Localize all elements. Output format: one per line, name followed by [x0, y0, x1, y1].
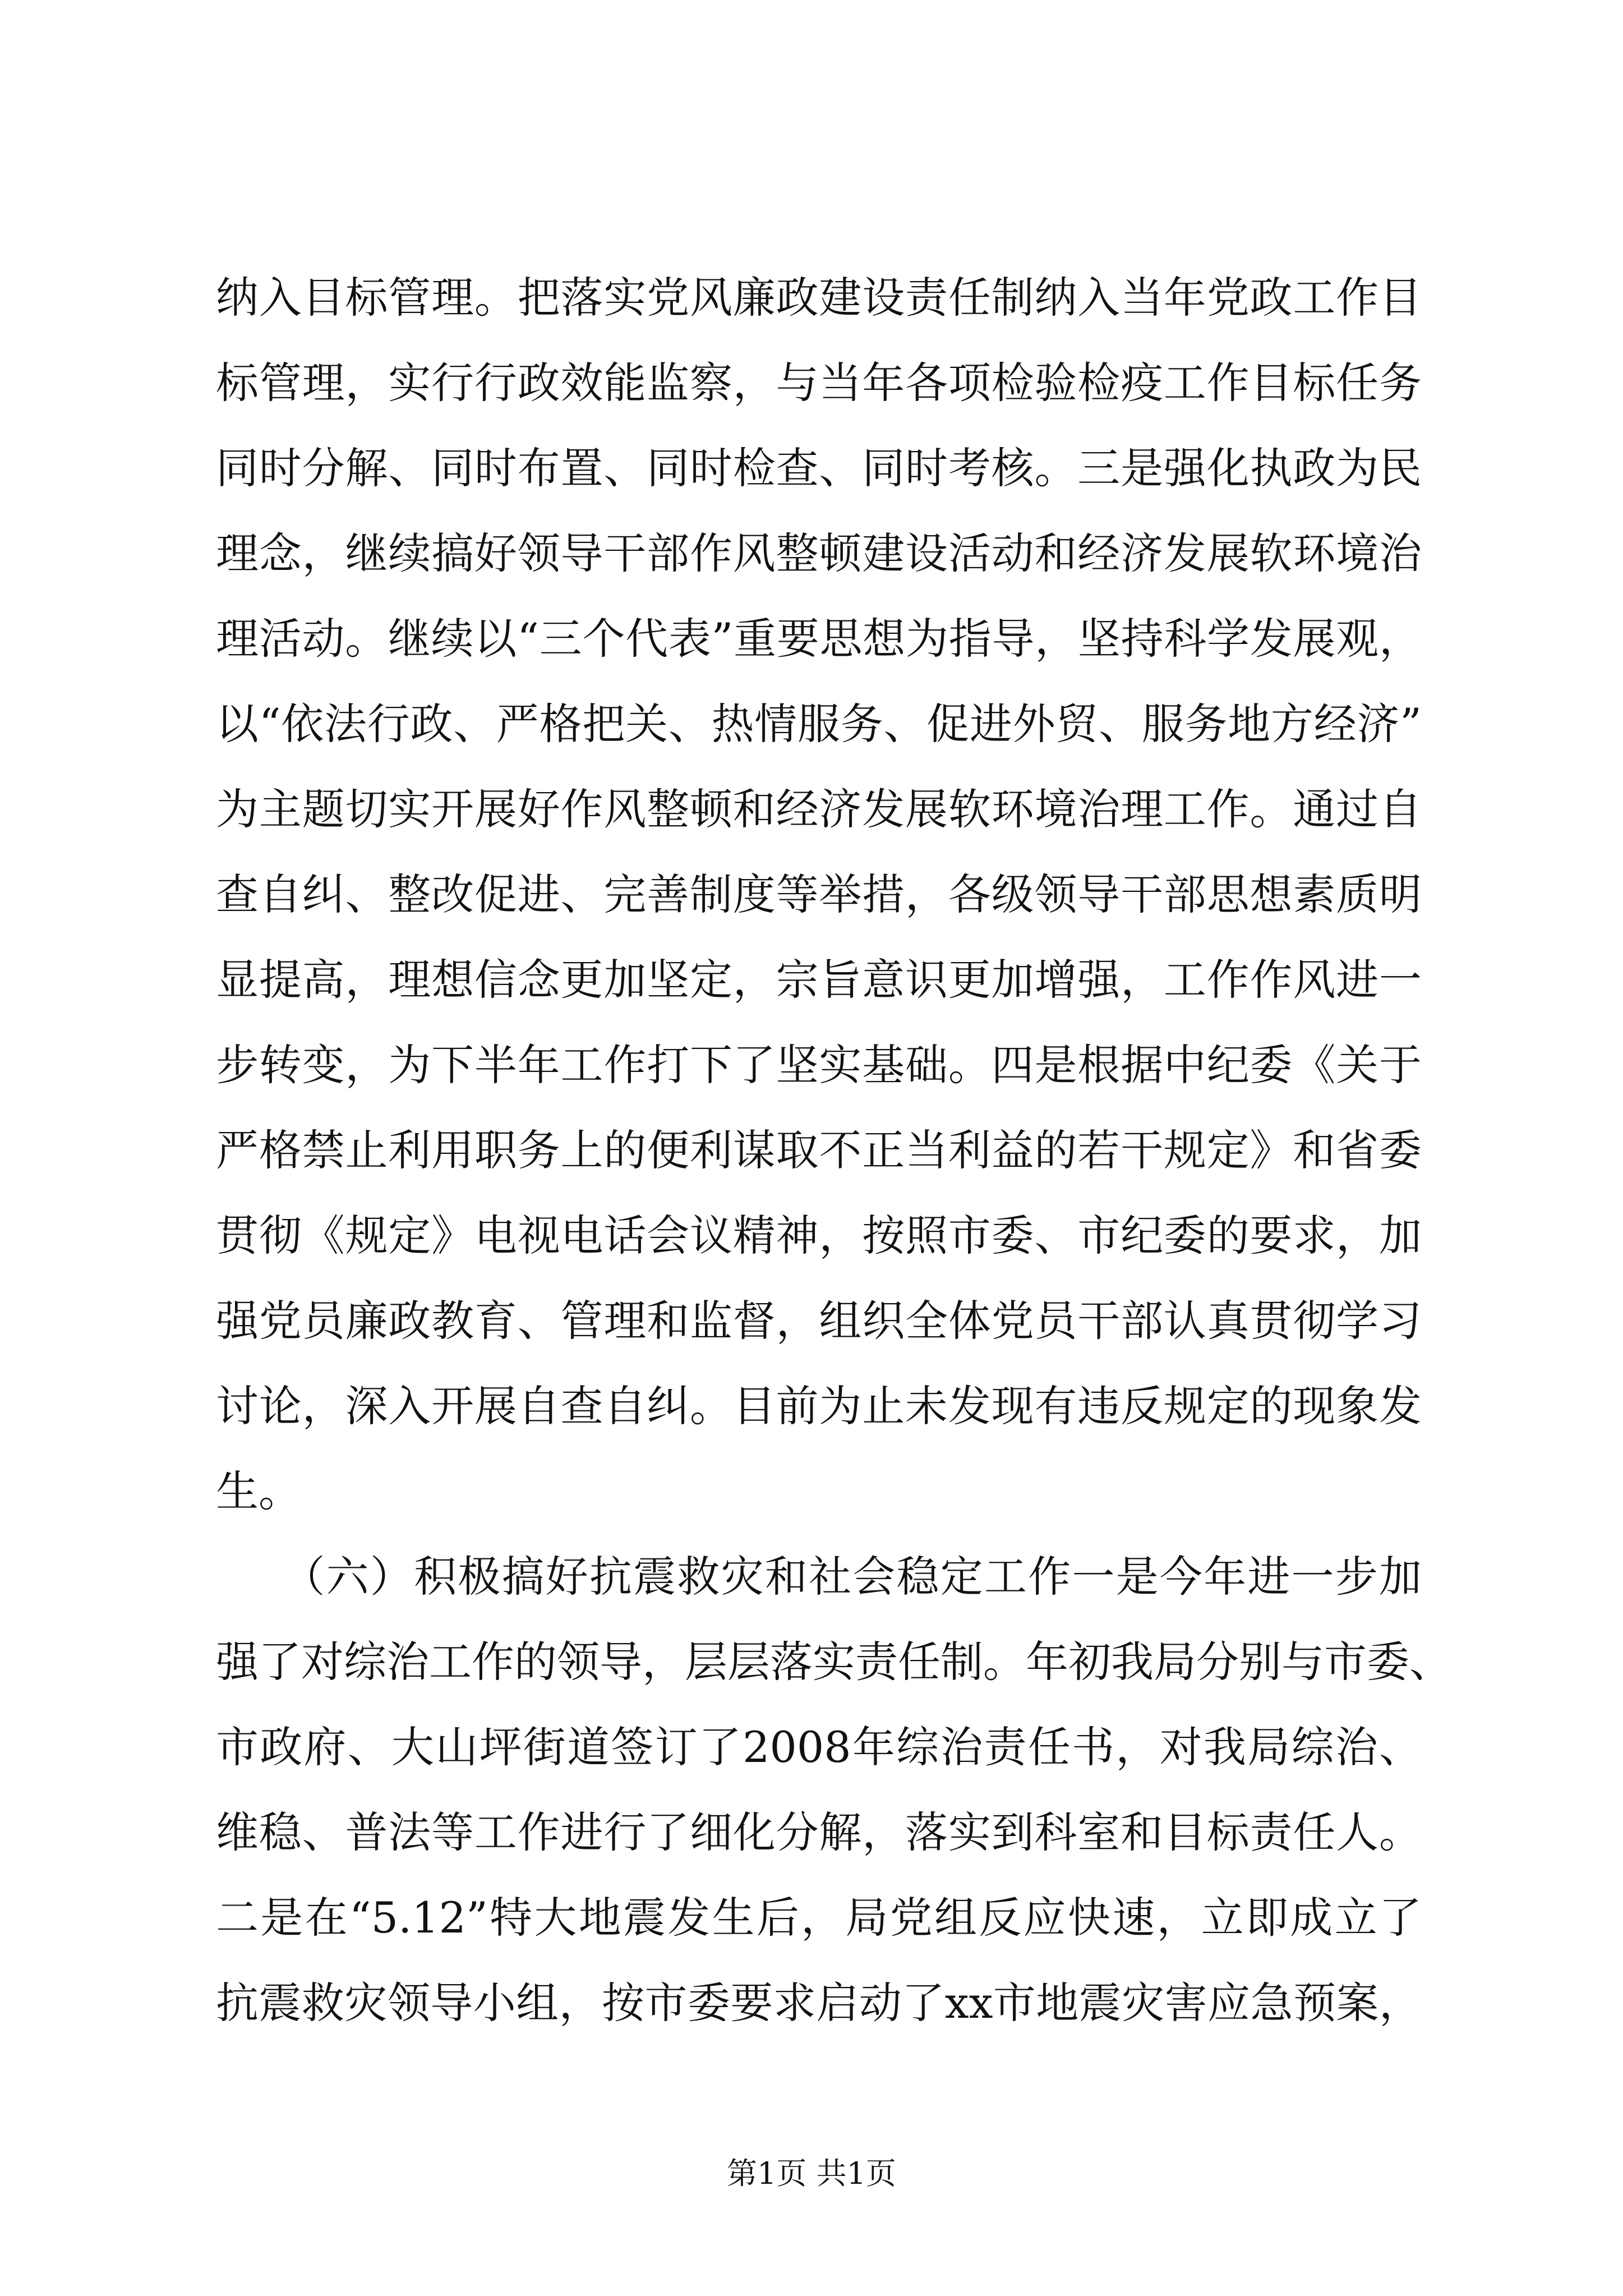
text-line: 贯彻《规定》电视电话会议精神，按照市委、市纪委的要求，加 [216, 1211, 1422, 1260]
page-footer: 第1页 共1页 [727, 2156, 896, 2191]
text-line: 维稳、普法等工作进行了细化分解，落实到科室和目标责任人。 [216, 1807, 1422, 1857]
body-text [216, 255, 1452, 2046]
text-line: 二是在“5.12”特大地震发生后，局党组反应快速，立即成立了 [216, 1893, 1422, 1943]
text-line: 显提高，理想信念更加坚定，宗旨意识更加增强，工作作风进一 [216, 955, 1422, 1005]
text-line: 同时分解、同时布置、同时检查、同时考核。三是强化执政为民 [216, 443, 1422, 493]
text-line: 生。 [216, 1466, 301, 1516]
text-line: 强党员廉政教育、管理和监督，组织全体党员干部认真贯彻学习 [216, 1296, 1422, 1346]
text-line: 强了对综治工作的领导，层层落实责任制。年初我局分别与市委、 [216, 1637, 1452, 1687]
text-line: 步转变，为下半年工作打下了坚实基础。四是根据中纪委《关于 [216, 1040, 1422, 1090]
text-line: 理活动。继续以“三个代表”重要思想为指导，坚持科学发展观， [216, 614, 1422, 664]
text-line: 以“依法行政、严格把关、热情服务、促进外贸、服务地方经济” [216, 699, 1422, 749]
text-line: 查自纠、整改促进、完善制度等举措，各级领导干部思想素质明 [216, 869, 1422, 919]
text-line: 为主题切实开展好作风整顿和经济发展软环境治理工作。通过自 [216, 784, 1422, 834]
text-line: 讨论，深入开展自查自纠。目前为止未发现有违反规定的现象发 [216, 1381, 1422, 1431]
text-line: 纳入目标管理。把落实党风廉政建设责任制纳入当年党政工作目 [216, 273, 1422, 323]
text-line: （六）积极搞好抗震救灾和社会稳定工作一是今年进一步加 [216, 1552, 1422, 1602]
text-line: 严格禁止利用职务上的便利谋取不正当利益的若干规定》和省委 [216, 1125, 1422, 1175]
text-line: 标管理，实行行政效能监察，与当年各项检验检疫工作目标任务 [216, 358, 1422, 408]
text-line: 市政府、大山坪街道签订了2008年综治责任书，对我局综治、 [216, 1722, 1422, 1772]
text-line: 抗震救灾领导小组，按市委要求启动了xx市地震灾害应急预案， [216, 1978, 1422, 2028]
text-line: 理念，继续搞好领导干部作风整顿建设活动和经济发展软环境治 [216, 528, 1422, 578]
